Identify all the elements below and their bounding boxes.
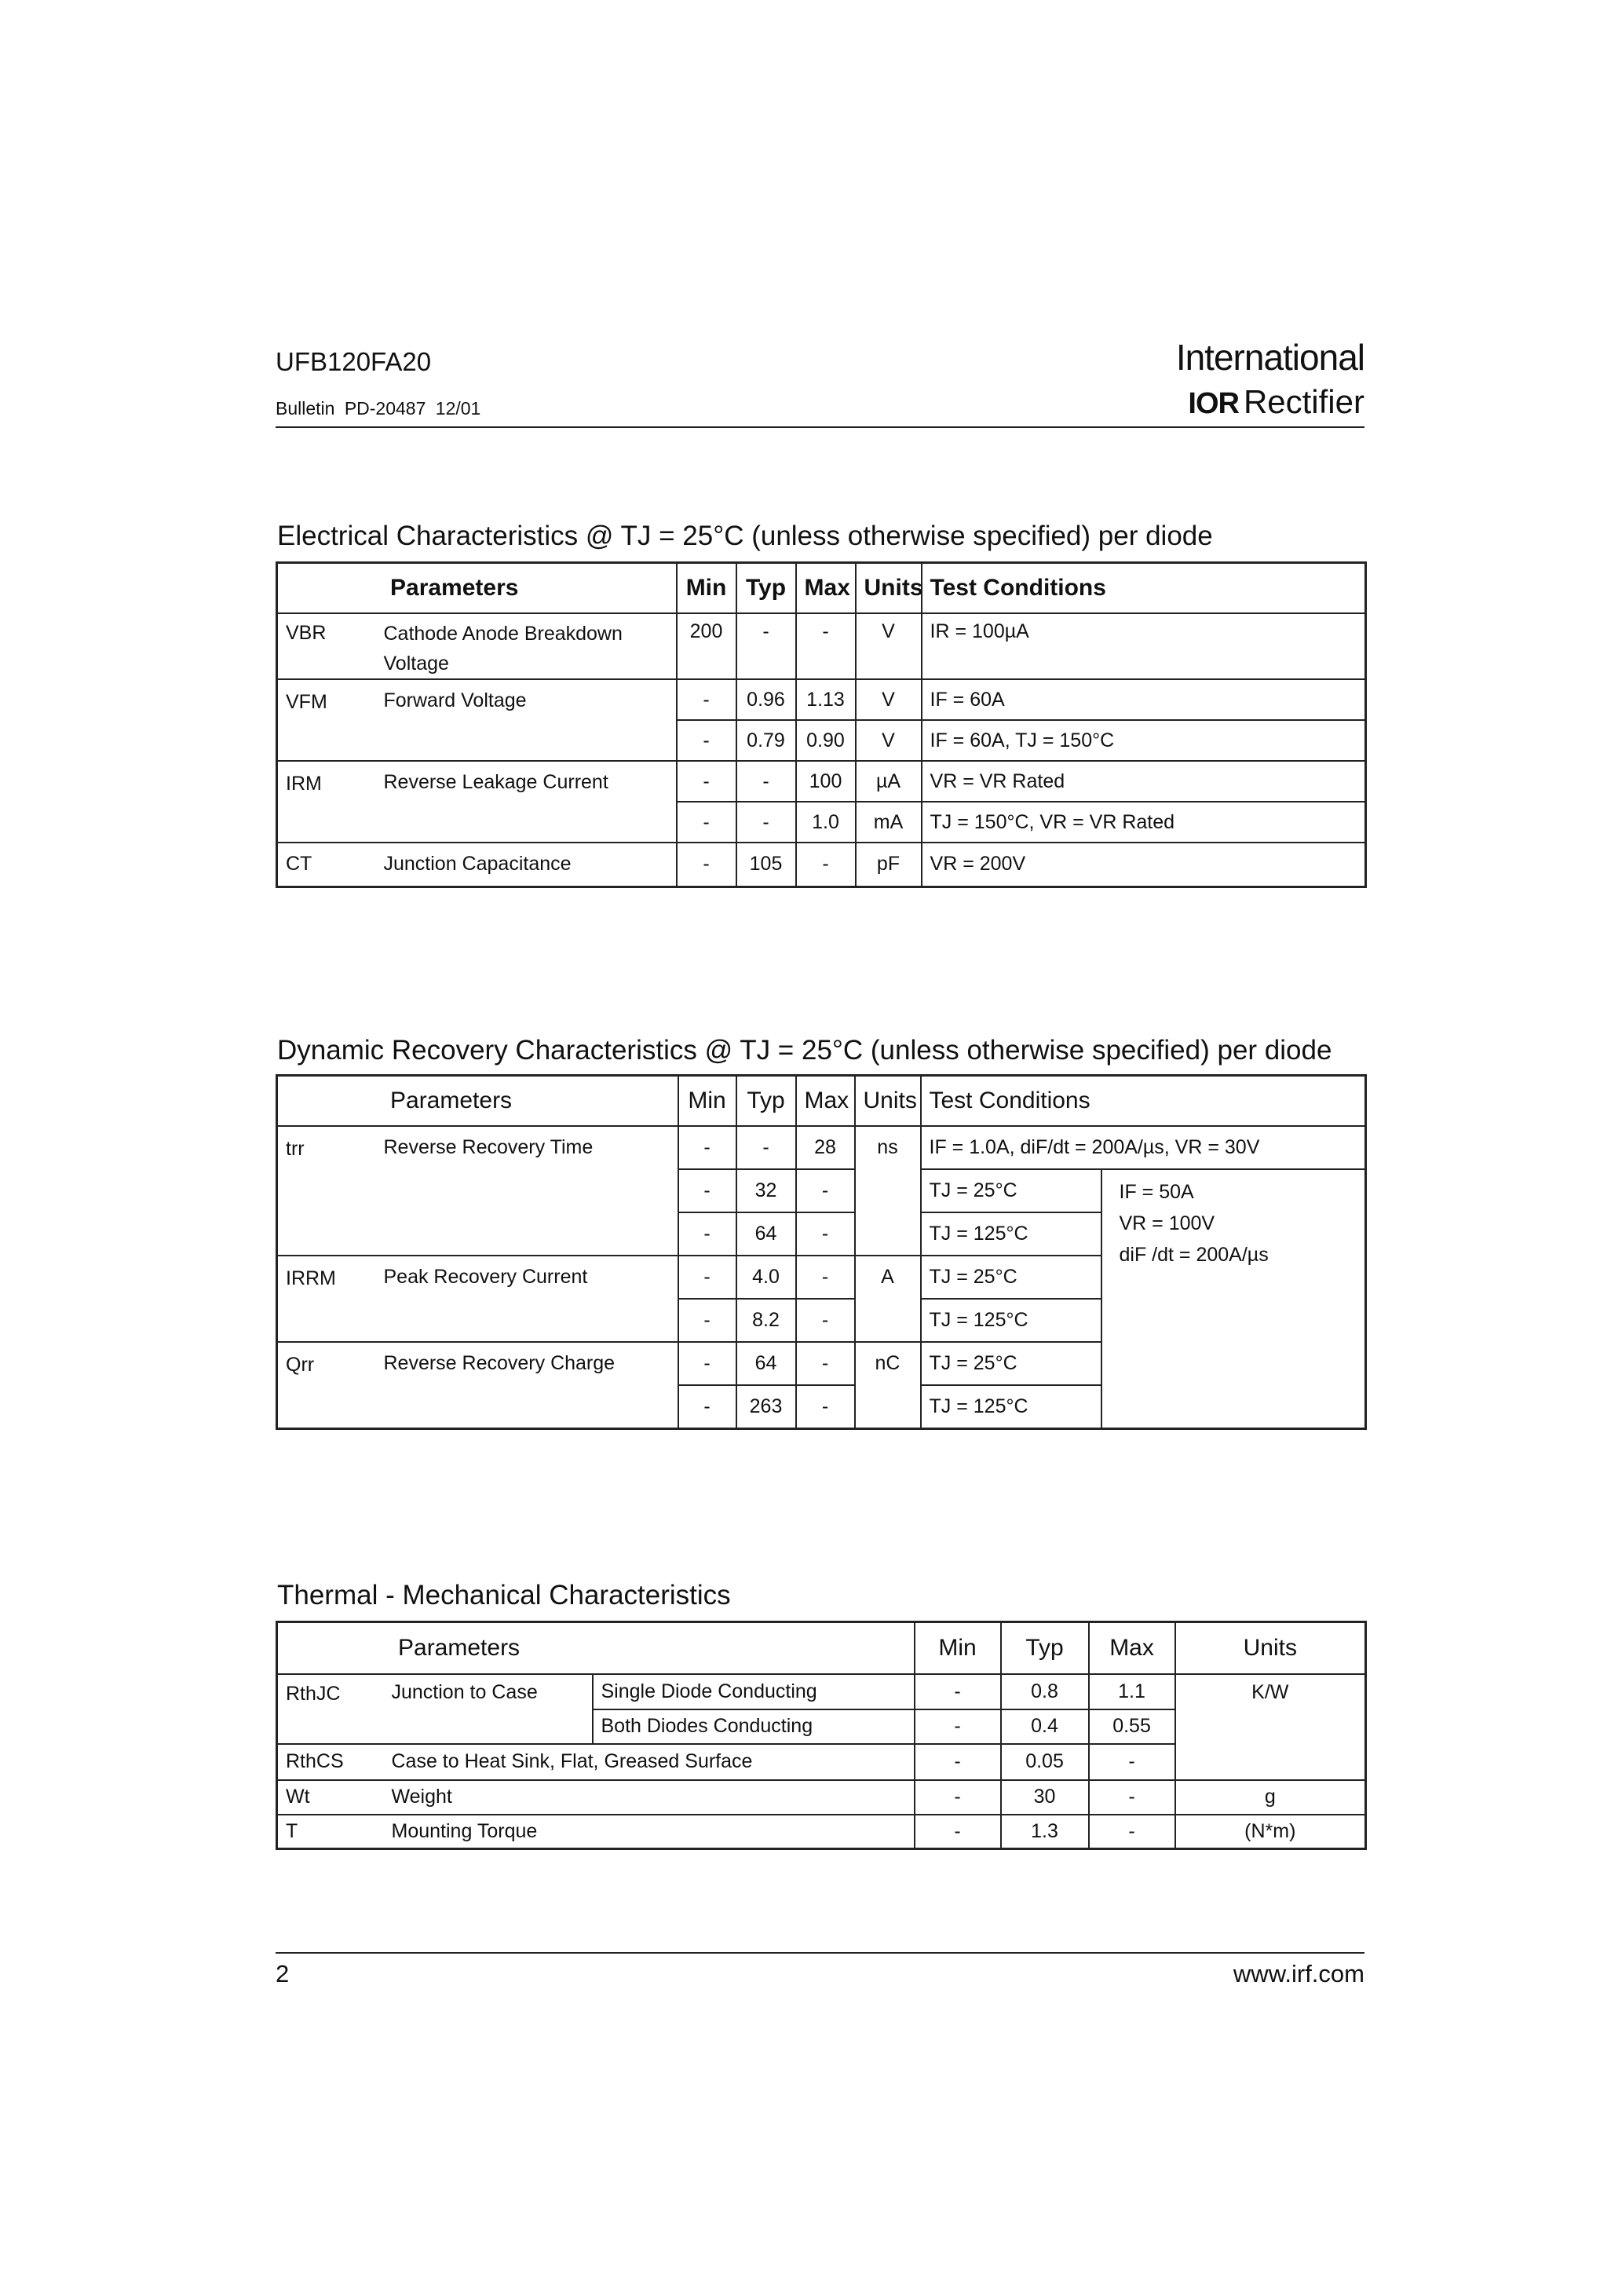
- min-value: -: [677, 802, 736, 843]
- symbol-qrr: Qrr: [277, 1342, 376, 1428]
- min-value: -: [677, 679, 736, 720]
- min-value: -: [678, 1212, 736, 1256]
- min-value: -: [678, 1126, 736, 1169]
- col-max: Max: [796, 1076, 855, 1127]
- test-condition: VR = 200V: [922, 843, 1366, 887]
- col-typ: Typ: [1001, 1622, 1089, 1674]
- col-typ: Typ: [736, 1076, 796, 1127]
- max-value: -: [796, 1169, 855, 1212]
- typ-value: 0.4: [1001, 1709, 1089, 1744]
- typ-value: 32: [736, 1169, 796, 1212]
- table-row: [277, 613, 1366, 679]
- typ-value: -: [736, 802, 796, 843]
- max-value: -: [796, 1385, 855, 1428]
- test-condition: TJ = 25°C: [921, 1256, 1101, 1299]
- typ-value: -: [736, 1126, 796, 1169]
- max-value: -: [796, 1299, 855, 1342]
- typ-value: 64: [736, 1342, 796, 1385]
- min-value: -: [678, 1256, 736, 1299]
- col-units: Units: [855, 1076, 921, 1127]
- typ-value: -: [736, 761, 796, 802]
- test-condition: VR = VR Rated: [922, 761, 1366, 802]
- max-value: 1.13: [796, 679, 856, 720]
- param-desc: Mounting Torque: [384, 1815, 915, 1849]
- param-desc: Reverse Recovery Charge: [376, 1342, 678, 1428]
- table-row: [277, 1126, 1366, 1169]
- col-max: Max: [796, 563, 856, 614]
- col-parameters: Parameters: [277, 563, 677, 614]
- table-row: [277, 1815, 1366, 1849]
- test-condition: TJ = 125°C: [921, 1385, 1101, 1428]
- min-value: -: [678, 1385, 736, 1428]
- bulletin-info: Bulletin PD-20487 12/01: [276, 398, 481, 419]
- param-desc: Junction to Case: [384, 1674, 593, 1744]
- col-min: Min: [677, 563, 736, 614]
- shared-condition: IF = 50A: [1119, 1181, 1194, 1203]
- test-condition: TJ = 125°C: [921, 1299, 1101, 1342]
- param-subdesc: Single Diode Conducting: [593, 1674, 915, 1709]
- symbol-t: T: [277, 1815, 384, 1849]
- max-value: -: [796, 1342, 855, 1385]
- typ-value: 4.0: [736, 1256, 796, 1299]
- max-value: 0.55: [1089, 1709, 1175, 1744]
- min-value: -: [915, 1744, 1001, 1780]
- units-value: V: [856, 613, 922, 679]
- symbol-rthcs: RthCS: [277, 1744, 384, 1780]
- col-units: Units: [1175, 1622, 1366, 1674]
- dynamic-table: [276, 1074, 1367, 1430]
- min-value: -: [677, 761, 736, 802]
- param-subdesc: Both Diodes Conducting: [593, 1709, 915, 1744]
- symbol-irm: IRM: [277, 761, 376, 843]
- ior-logo-mark: IOR: [1188, 387, 1239, 420]
- max-value: -: [796, 843, 856, 887]
- col-test-conditions: Test Conditions: [922, 563, 1366, 614]
- symbol-rthjc: RthJC: [277, 1674, 384, 1744]
- max-value: 1.1: [1089, 1674, 1175, 1709]
- typ-value: 0.79: [736, 720, 796, 761]
- page-number: 2: [276, 1960, 290, 1987]
- param-desc: Weight: [384, 1780, 915, 1815]
- units-value: (N*m): [1175, 1815, 1366, 1849]
- symbol-ct: CT: [277, 843, 376, 887]
- min-value: -: [915, 1674, 1001, 1709]
- test-condition: TJ = 150°C, VR = VR Rated: [922, 802, 1366, 843]
- typ-value: 8.2: [736, 1299, 796, 1342]
- param-desc: Junction Capacitance: [376, 843, 677, 887]
- units-value: nC: [855, 1342, 921, 1428]
- units-value: pF: [856, 843, 922, 887]
- col-parameters: Parameters: [277, 1076, 678, 1127]
- typ-value: 30: [1001, 1780, 1089, 1815]
- min-value: -: [915, 1780, 1001, 1815]
- table-row: [277, 1780, 1366, 1815]
- test-condition: IF = 1.0A, diF/dt = 200A/µs, VR = 30V: [921, 1126, 1366, 1169]
- symbol-wt: Wt: [277, 1780, 384, 1815]
- max-value: 28: [796, 1126, 855, 1169]
- max-value: -: [796, 1256, 855, 1299]
- typ-value: 0.96: [736, 679, 796, 720]
- col-typ: Typ: [736, 563, 796, 614]
- logo-rectifier: Rectifier: [1243, 383, 1364, 420]
- param-desc: Reverse Leakage Current: [376, 761, 677, 843]
- max-value: -: [1089, 1744, 1175, 1780]
- max-value: 0.90: [796, 720, 856, 761]
- test-condition: IR = 100µA: [922, 613, 1366, 679]
- col-parameters: Parameters: [277, 1622, 915, 1674]
- header-rule: [276, 426, 1364, 428]
- typ-value: 0.05: [1001, 1744, 1089, 1780]
- param-desc: Case to Heat Sink, Flat, Greased Surface: [384, 1744, 915, 1780]
- test-condition: TJ = 25°C: [921, 1342, 1101, 1385]
- units-value: A: [855, 1256, 921, 1342]
- col-max: Max: [1089, 1622, 1175, 1674]
- min-value: -: [915, 1815, 1001, 1849]
- max-value: -: [796, 1212, 855, 1256]
- min-value: -: [677, 720, 736, 761]
- min-value: -: [915, 1709, 1001, 1744]
- thermal-title: Thermal - Mechanical Characteristics: [277, 1580, 731, 1610]
- company-logo-line1: International: [1175, 337, 1364, 378]
- col-units: Units: [856, 563, 922, 614]
- test-condition: IF = 60A: [922, 679, 1366, 720]
- typ-value: 0.8: [1001, 1674, 1089, 1709]
- max-value: -: [1089, 1780, 1175, 1815]
- max-value: -: [1089, 1815, 1175, 1849]
- table-row: [277, 761, 1366, 802]
- units-value: mA: [856, 802, 922, 843]
- units-value: V: [856, 720, 922, 761]
- typ-value: -: [736, 613, 796, 679]
- shared-condition: diF /dt = 200A/µs: [1119, 1244, 1269, 1266]
- electrical-title: Electrical Characteristics @ TJ = 25°C (unless otherwise specified) per diode: [277, 521, 1213, 551]
- table-row: [277, 1674, 1366, 1709]
- min-value: -: [678, 1299, 736, 1342]
- test-condition: TJ = 25°C: [921, 1169, 1101, 1212]
- min-value: -: [678, 1169, 736, 1212]
- units-value: g: [1175, 1780, 1366, 1815]
- footer-rule: [276, 1952, 1364, 1954]
- typ-value: 1.3: [1001, 1815, 1089, 1849]
- max-value: 1.0: [796, 802, 856, 843]
- shared-condition: VR = 100V: [1119, 1212, 1215, 1234]
- param-desc: Forward Voltage: [376, 679, 677, 761]
- test-condition: TJ = 125°C: [921, 1212, 1101, 1256]
- param-desc: Peak Recovery Current: [376, 1256, 678, 1342]
- units-value: ns: [855, 1126, 921, 1256]
- company-logo-line2: [1171, 383, 1364, 421]
- shared-conditions: [1101, 1169, 1366, 1428]
- symbol-vbr: VBR: [277, 613, 376, 679]
- typ-value: 64: [736, 1212, 796, 1256]
- units-value: V: [856, 679, 922, 720]
- units-value: K/W: [1175, 1674, 1366, 1780]
- col-min: Min: [678, 1076, 736, 1127]
- symbol-trr: trr: [277, 1126, 376, 1256]
- units-value: µA: [856, 761, 922, 802]
- test-condition: IF = 60A, TJ = 150°C: [922, 720, 1366, 761]
- table-row: [277, 679, 1366, 720]
- max-value: 100: [796, 761, 856, 802]
- col-min: Min: [915, 1622, 1001, 1674]
- part-number: UFB120FA20: [276, 347, 432, 376]
- typ-value: 105: [736, 843, 796, 887]
- min-value: -: [677, 843, 736, 887]
- symbol-vfm: VFM: [277, 679, 376, 761]
- typ-value: 263: [736, 1385, 796, 1428]
- param-desc: Reverse Recovery Time: [376, 1126, 678, 1256]
- max-value: -: [796, 613, 856, 679]
- symbol-irrm: IRRM: [277, 1256, 376, 1342]
- thermal-table: [276, 1621, 1367, 1850]
- min-value: -: [678, 1342, 736, 1385]
- electrical-table: [276, 561, 1367, 888]
- col-test-conditions: Test Conditions: [921, 1076, 1366, 1127]
- param-desc: Cathode Anode Breakdown Voltage: [376, 613, 677, 679]
- website-link[interactable]: www.irf.com: [1233, 1960, 1364, 1987]
- min-value: 200: [677, 613, 736, 679]
- dynamic-title: Dynamic Recovery Characteristics @ TJ = 25°C (unless otherwise specified) per diode: [277, 1035, 1332, 1066]
- table-row: [277, 843, 1366, 887]
